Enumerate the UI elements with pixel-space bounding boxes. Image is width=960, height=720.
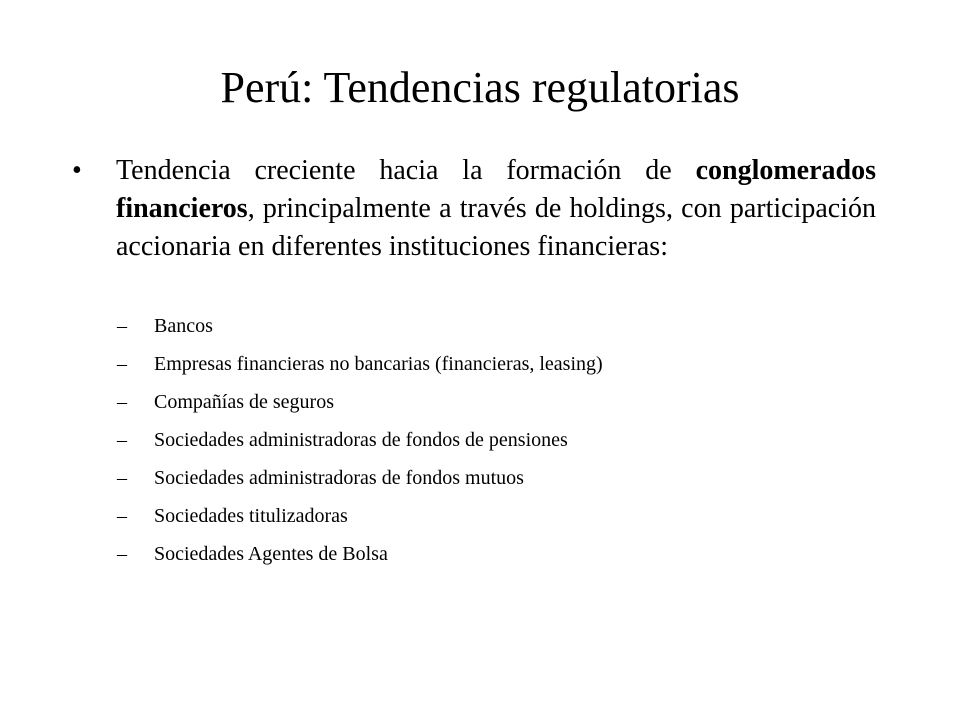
sub-item-text: Empresas financieras no bancarias (financieras, leasing) xyxy=(154,353,603,375)
main-bullet xyxy=(72,152,876,266)
list-item xyxy=(117,350,877,388)
list-item xyxy=(117,312,877,350)
bullet-text-after: , principalmente a través de holdings, con participación accionaria en diferentes instituciones financieras: xyxy=(116,193,876,262)
list-item xyxy=(117,540,877,578)
sub-list xyxy=(117,312,877,578)
sub-marker: – xyxy=(117,543,127,565)
list-item xyxy=(117,464,877,502)
bullet-marker: • xyxy=(72,155,82,186)
list-item xyxy=(117,502,877,540)
sub-item-text: Sociedades administradoras de fondos de pensiones xyxy=(154,429,568,451)
sub-marker: – xyxy=(117,467,127,489)
sub-marker: – xyxy=(117,315,127,337)
slide-title: Perú: Tendencias regulatorias xyxy=(220,63,740,112)
sub-item-text: Bancos xyxy=(154,315,213,337)
sub-item-text: Sociedades titulizadoras xyxy=(154,505,348,527)
sub-marker: – xyxy=(117,391,127,413)
list-item xyxy=(117,388,877,426)
list-item xyxy=(117,426,877,464)
sub-marker: – xyxy=(117,505,127,527)
bullet-text xyxy=(116,152,876,266)
sub-item-text: Compañías de seguros xyxy=(154,391,334,413)
sub-marker: – xyxy=(117,429,127,451)
sub-item-text: Sociedades administradoras de fondos mutuos xyxy=(154,467,524,489)
sub-marker: – xyxy=(117,353,127,375)
bullet-text-bold: conglomerados financieros xyxy=(116,155,876,224)
sub-item-text: Sociedades Agentes de Bolsa xyxy=(154,543,388,565)
bullet-text-before: Tendencia creciente hacia la formación de xyxy=(116,155,696,186)
